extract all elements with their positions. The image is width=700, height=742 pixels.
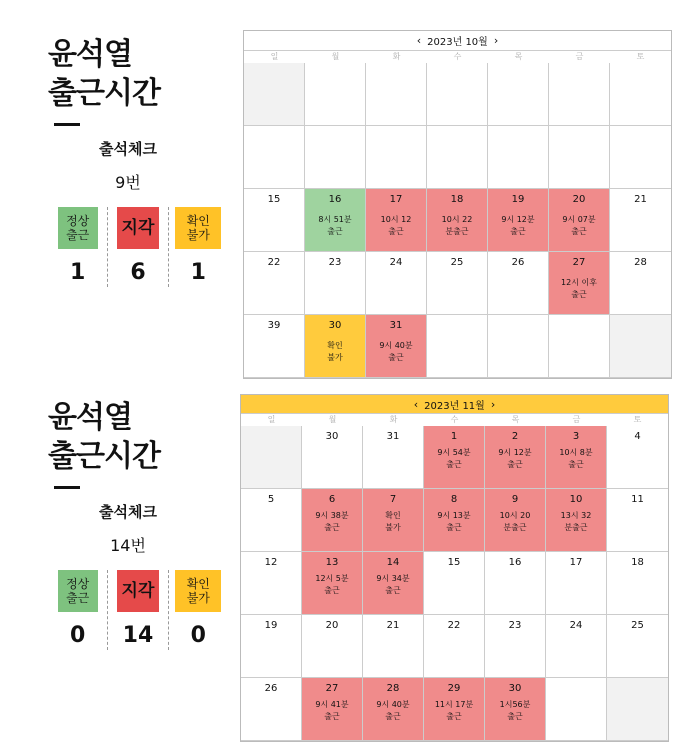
- day-number: 18: [450, 194, 464, 205]
- arrival-note: 9시 13분 출근: [437, 511, 471, 532]
- calendar-day[interactable]: [485, 552, 546, 615]
- nov-calendar: [240, 394, 669, 742]
- normal-count: 0: [70, 623, 86, 648]
- arrival-note: 10시 8분 출근: [559, 448, 593, 469]
- day-number: 24: [389, 257, 403, 268]
- day-number: 27: [572, 257, 586, 268]
- day-number: 11: [631, 494, 644, 505]
- calendar-day[interactable]: [241, 615, 302, 678]
- divider: [54, 486, 80, 489]
- calendar-day[interactable]: [485, 426, 546, 489]
- unknown-badge: 확인 불가: [175, 207, 221, 249]
- arrival-note: 9시 07분 출근: [562, 215, 596, 236]
- day-number: 30: [325, 431, 339, 442]
- prev-month-icon[interactable]: ‹: [416, 34, 422, 47]
- calendar-day[interactable]: [546, 426, 607, 489]
- calendar-day[interactable]: [302, 615, 363, 678]
- day-number: 28: [386, 683, 400, 694]
- day-number: 6: [328, 494, 336, 505]
- calendar-day[interactable]: [244, 189, 305, 252]
- calendar-day[interactable]: [302, 552, 363, 615]
- person-name: 윤석열: [48, 400, 132, 435]
- calendar-day[interactable]: [424, 615, 485, 678]
- arrival-note: 11시 17분 출근: [434, 700, 474, 721]
- day-number: 5: [267, 494, 275, 505]
- status-badges: [48, 207, 228, 287]
- calendar-day[interactable]: [485, 678, 546, 741]
- day-number: 4: [634, 431, 641, 442]
- day-number: 29: [447, 683, 461, 694]
- day-number: 19: [264, 620, 278, 631]
- calendar-day[interactable]: [549, 189, 610, 252]
- day-number: 14: [386, 557, 400, 568]
- calendar-grid: [244, 63, 671, 378]
- unknown-badge: 확인 불가: [175, 570, 221, 612]
- nov-summary: [48, 398, 228, 650]
- day-number: 20: [325, 620, 339, 631]
- day-number: 2: [511, 431, 519, 442]
- day-number: 1: [450, 431, 458, 442]
- calendar-day[interactable]: [305, 63, 366, 126]
- calendar-day[interactable]: [427, 189, 488, 252]
- oct-summary: [48, 35, 228, 287]
- calendar-day[interactable]: [366, 189, 427, 252]
- calendar-day[interactable]: [546, 489, 607, 552]
- weekday-row: [241, 414, 668, 426]
- calendar-day[interactable]: [427, 315, 488, 378]
- day-number: 15: [447, 557, 461, 568]
- next-month-icon[interactable]: ›: [490, 397, 496, 411]
- arrival-note: 10시 12 출근: [380, 215, 412, 236]
- day-number: 10: [569, 494, 583, 505]
- day-number: 8: [450, 494, 458, 505]
- month-title: 2023년 11월: [424, 400, 485, 412]
- day-number: 22: [447, 620, 461, 631]
- calendar-day[interactable]: [241, 678, 302, 741]
- day-number: 24: [569, 620, 583, 631]
- calendar-day[interactable]: [424, 552, 485, 615]
- calendar-day[interactable]: [549, 252, 610, 315]
- next-month-icon[interactable]: ›: [493, 34, 499, 47]
- day-number: 16: [508, 557, 522, 568]
- summary-title: 출근시간: [48, 76, 160, 111]
- day-number: 26: [511, 257, 525, 268]
- calendar-day[interactable]: [549, 126, 610, 189]
- calendar-day[interactable]: [610, 315, 671, 378]
- calendar-day[interactable]: [424, 426, 485, 489]
- calendar-day[interactable]: [607, 426, 668, 489]
- weekday-row: [244, 51, 671, 63]
- calendar-day[interactable]: [485, 615, 546, 678]
- day-number: 23: [508, 620, 522, 631]
- calendar-day[interactable]: [546, 678, 607, 741]
- weekday-label: 일: [270, 52, 279, 61]
- calendar-day[interactable]: [607, 678, 668, 741]
- arrival-note: 1시56분 출근: [499, 700, 531, 721]
- late-badge: 지각: [117, 570, 159, 612]
- calendar-day[interactable]: [549, 315, 610, 378]
- attendance-count: 14번: [110, 536, 146, 555]
- day-number: 12: [264, 557, 278, 568]
- calendar-header: [241, 395, 668, 414]
- arrival-note: 9시 12분 출근: [498, 448, 532, 469]
- weekday-label: 목: [514, 52, 523, 61]
- day-number: 39: [267, 320, 281, 331]
- weekday-label: 토: [633, 415, 642, 424]
- arrival-note: 10시 20 분출근: [499, 511, 531, 532]
- prev-month-icon[interactable]: ‹: [413, 397, 419, 411]
- attendance-check-label: 출석체크: [99, 140, 157, 158]
- day-number: 25: [450, 257, 464, 268]
- arrival-note: 확인 불가: [327, 341, 343, 362]
- calendar-day[interactable]: [363, 678, 424, 741]
- calendar-day[interactable]: [366, 63, 427, 126]
- arrival-note: 10시 22 분출근: [441, 215, 473, 236]
- month-title: 2023년 10월: [427, 37, 488, 48]
- day-number: 30: [328, 320, 342, 331]
- arrival-note: 13시 32 분출근: [560, 511, 592, 532]
- weekday-label: 금: [572, 415, 581, 424]
- weekday-label: 화: [389, 415, 398, 424]
- unknown-count: 1: [190, 260, 206, 285]
- person-name: 윤석열: [48, 37, 132, 72]
- normal-badge: 정상 출근: [58, 570, 98, 612]
- calendar-day[interactable]: [363, 426, 424, 489]
- calendar-day[interactable]: [305, 189, 366, 252]
- weekday-label: 월: [331, 52, 340, 61]
- day-number: 23: [328, 257, 342, 268]
- calendar-day[interactable]: [244, 252, 305, 315]
- day-number: 19: [511, 194, 525, 205]
- arrival-note: 9시 38분 출근: [315, 511, 349, 532]
- calendar-day[interactable]: [427, 126, 488, 189]
- weekday-label: 수: [450, 415, 459, 424]
- unknown-count: 0: [190, 623, 206, 648]
- arrival-note: 확인 불가: [385, 511, 401, 532]
- calendar-day[interactable]: [488, 63, 549, 126]
- weekday-label: 목: [511, 415, 520, 424]
- weekday-label: 화: [392, 52, 401, 61]
- calendar-day[interactable]: [485, 489, 546, 552]
- calendar-day[interactable]: [363, 615, 424, 678]
- day-number: 22: [267, 257, 281, 268]
- arrival-note: 12시 이후 출근: [561, 278, 597, 299]
- calendar-grid: [241, 426, 668, 741]
- calendar-day[interactable]: [488, 126, 549, 189]
- attendance-count: 9번: [115, 173, 141, 192]
- calendar-day[interactable]: [610, 63, 671, 126]
- weekday-label: 토: [636, 52, 645, 61]
- day-number: 18: [631, 557, 644, 568]
- calendar-day[interactable]: [305, 126, 366, 189]
- day-number: 21: [634, 194, 647, 205]
- day-number: 20: [572, 194, 586, 205]
- weekday-label: 일: [267, 415, 276, 424]
- arrival-note: 9시 54분 출근: [437, 448, 471, 469]
- day-number: 16: [328, 194, 342, 205]
- calendar-day[interactable]: [427, 63, 488, 126]
- day-number: 13: [325, 557, 339, 568]
- calendar-day[interactable]: [302, 489, 363, 552]
- attendance-check-label: 출석체크: [99, 503, 157, 521]
- calendar-day[interactable]: [305, 252, 366, 315]
- day-number: 31: [389, 320, 403, 331]
- arrival-note: 9시 34분 출근: [376, 574, 410, 595]
- calendar-day[interactable]: [488, 189, 549, 252]
- calendar-day[interactable]: [363, 552, 424, 615]
- day-number: 21: [386, 620, 400, 631]
- day-number: 15: [267, 194, 281, 205]
- weekday-label: 수: [453, 52, 462, 61]
- calendar-day[interactable]: [607, 489, 668, 552]
- calendar-header: [244, 31, 671, 51]
- calendar-day[interactable]: [610, 189, 671, 252]
- arrival-note: 9시 40분 출근: [376, 700, 410, 721]
- arrival-note: 8시 51분 출근: [318, 215, 352, 236]
- arrival-note: 9시 40분 출근: [379, 341, 413, 362]
- calendar-day[interactable]: [366, 252, 427, 315]
- calendar-day[interactable]: [244, 126, 305, 189]
- day-number: 7: [389, 494, 397, 505]
- oct-calendar: [243, 30, 672, 379]
- arrival-note: 12시 5분 출근: [315, 574, 349, 595]
- arrival-note: 9시 12분 출근: [501, 215, 535, 236]
- calendar-day[interactable]: [302, 426, 363, 489]
- day-number: 3: [572, 431, 580, 442]
- calendar-day[interactable]: [427, 252, 488, 315]
- calendar-day[interactable]: [488, 315, 549, 378]
- late-badge: 지각: [117, 207, 159, 249]
- calendar-day[interactable]: [366, 126, 427, 189]
- calendar-day[interactable]: [424, 678, 485, 741]
- calendar-day[interactable]: [607, 552, 668, 615]
- day-number: 26: [264, 683, 278, 694]
- day-number: 9: [511, 494, 519, 505]
- day-number: 28: [634, 257, 647, 268]
- calendar-day[interactable]: [424, 489, 485, 552]
- divider: [54, 123, 80, 126]
- normal-badge: 정상 출근: [58, 207, 98, 249]
- calendar-day[interactable]: [546, 615, 607, 678]
- calendar-day[interactable]: [241, 489, 302, 552]
- day-number: 17: [389, 194, 403, 205]
- day-number: 17: [569, 557, 583, 568]
- calendar-day[interactable]: [610, 252, 671, 315]
- calendar-day[interactable]: [546, 552, 607, 615]
- calendar-day[interactable]: [488, 252, 549, 315]
- arrival-note: 9시 41분 출근: [315, 700, 349, 721]
- calendar-day[interactable]: [241, 426, 302, 489]
- status-badges: [48, 570, 228, 650]
- day-number: 25: [631, 620, 644, 631]
- calendar-day[interactable]: [302, 678, 363, 741]
- calendar-day[interactable]: [363, 489, 424, 552]
- calendar-day[interactable]: [549, 63, 610, 126]
- day-number: 27: [325, 683, 339, 694]
- calendar-day[interactable]: [610, 126, 671, 189]
- calendar-day[interactable]: [305, 315, 366, 378]
- calendar-day[interactable]: [244, 315, 305, 378]
- calendar-day[interactable]: [241, 552, 302, 615]
- weekday-label: 금: [575, 52, 584, 61]
- normal-count: 1: [70, 260, 86, 285]
- weekday-label: 월: [328, 415, 337, 424]
- day-number: 31: [386, 431, 400, 442]
- day-number: 30: [508, 683, 522, 694]
- calendar-day[interactable]: [366, 315, 427, 378]
- late-count: 14: [122, 623, 154, 648]
- calendar-day[interactable]: [244, 63, 305, 126]
- late-count: 6: [130, 260, 146, 285]
- summary-title: 출근시간: [48, 439, 160, 474]
- calendar-day[interactable]: [607, 615, 668, 678]
